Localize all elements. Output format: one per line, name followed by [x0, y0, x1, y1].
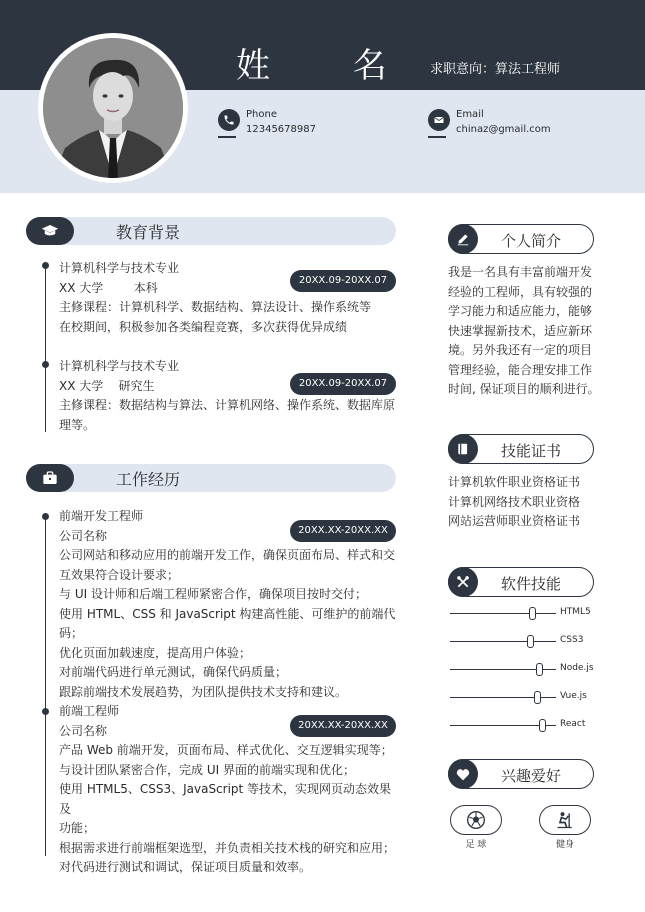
profile-header	[448, 224, 594, 254]
cert-line: 计算机网络技术职业资格	[448, 494, 581, 509]
profile-title: 个人简介	[501, 232, 562, 250]
phone-underline	[218, 136, 236, 138]
education-line: 主修课程：数据结构与算法、计算机网络、操作系统、数据库原	[59, 398, 396, 412]
skill-bar	[450, 719, 610, 733]
profile-text	[448, 263, 600, 400]
work-dot-1	[42, 513, 49, 520]
email-icon	[428, 109, 450, 131]
education-date-2: 20XX.09-20XX.07	[290, 373, 396, 395]
work-company: 公司名称	[59, 723, 108, 738]
work-position: 前端工程师	[59, 704, 120, 718]
work-line: 与 UI 设计师和后端工程师紧密合作，确保项目按时交付；	[59, 587, 367, 601]
skill-track	[450, 613, 556, 614]
work-timeline	[45, 513, 46, 856]
skill-label: HTML5	[560, 607, 591, 617]
work-date-1: 20XX.XX-20XX.XX	[290, 520, 396, 542]
education-date-1: 20XX.09-20XX.07	[290, 270, 396, 292]
work-line: 优化页面加载速度，提高用户体验；	[59, 645, 252, 660]
education-timeline	[45, 266, 46, 432]
work-company: 公司名称	[59, 528, 108, 543]
contact-email	[428, 108, 551, 138]
work-line: 使用 HTML、CSS 和 JavaScript 构建高性能、可维护的前端代码；	[59, 606, 396, 640]
candidate-name: 姓 名	[236, 46, 423, 86]
skill-knob	[539, 719, 546, 732]
hobby-fitness	[539, 805, 591, 850]
education-major: 计算机科学与技术专业	[59, 359, 180, 373]
job-intent: 求职意向：算法工程师	[430, 62, 561, 77]
avatar	[38, 33, 188, 183]
phone-value: 12345678987	[246, 124, 316, 135]
work-title: 工作经历	[116, 470, 181, 489]
briefcase-icon	[26, 464, 74, 492]
work-line: 使用 HTML5、CSS3、JavaScript 等技术，实现网页动态效果及	[59, 782, 392, 816]
email-underline	[428, 136, 446, 138]
work-line: 与设计团队紧密合作，完成 UI 界面的前端实现和优化；	[59, 762, 355, 777]
work-date-2: 20XX.XX-20XX.XX	[290, 715, 396, 737]
phone-label: Phone	[246, 109, 277, 120]
profile-line: 快速掌握新技术，适应新环	[448, 323, 593, 338]
education-dot-2	[42, 361, 49, 368]
profile-line: 学习能力和适应能力，能够	[448, 304, 593, 318]
skill-knob	[536, 663, 543, 676]
cert-line: 计算机软件职业资格证书	[448, 475, 581, 489]
phone-icon	[218, 109, 240, 131]
education-line: 在校期间，积极参加各类编程竞赛，多次获得优异成绩	[59, 319, 348, 334]
tools-icon	[448, 567, 478, 597]
skill-bar	[450, 607, 610, 621]
education-title: 教育背景	[116, 223, 181, 242]
certs-text	[448, 473, 600, 532]
work-line: 互效果符合设计要求；	[59, 567, 180, 582]
profile-line: 我是一名具有丰富前端开发	[448, 265, 593, 279]
education-line: 主修课程：计算机科学、数据结构、算法设计、操作系统等	[59, 300, 372, 314]
profile-line: 境。另外我还有一定的项目	[448, 343, 593, 357]
hobby-soccer	[450, 805, 502, 850]
education-line: 理等。	[59, 417, 96, 432]
skill-knob	[529, 607, 536, 620]
work-header	[26, 464, 396, 492]
hobbies-header	[448, 759, 594, 789]
work-line: 对前端代码进行单元测试，确保代码质量；	[59, 665, 288, 679]
hobby-label: 足 球	[465, 840, 487, 850]
soccer-ball-icon	[450, 805, 502, 835]
skill-bar	[450, 691, 610, 705]
profile-line: 时间, 保证项目的顺利进行。	[448, 382, 600, 396]
skills-title: 软件技能	[501, 575, 562, 593]
skill-knob	[534, 691, 541, 704]
book-icon	[448, 434, 478, 464]
profile-line: 管理经验，能合理安排工作	[448, 362, 593, 377]
skill-track	[450, 641, 556, 642]
education-school: XX 大学 研究生	[59, 378, 155, 393]
skills-header	[448, 567, 594, 597]
skill-knob	[527, 635, 534, 648]
skill-label: React	[560, 719, 586, 729]
skill-label: Vue.js	[560, 691, 587, 701]
hobbies-title: 兴趣爱好	[501, 767, 562, 785]
work-position: 前端开发工程师	[59, 509, 144, 523]
cert-line: 网站运营师职业资格证书	[448, 514, 581, 528]
certs-title: 技能证书	[501, 442, 562, 460]
certs-header	[448, 434, 594, 464]
skill-label: Node.js	[560, 663, 594, 673]
contact-phone	[218, 108, 316, 138]
pencil-icon	[448, 224, 478, 254]
email-value: chinaz@gmail.com	[456, 124, 551, 135]
work-line: 根据需求进行前端框架选型，并负责相关技术栈的研究和应用；	[59, 840, 396, 855]
heart-icon	[448, 759, 478, 789]
profile-line: 经验的工程师，具有较强的	[448, 284, 593, 299]
education-header	[26, 217, 396, 245]
work-line: 功能；	[59, 821, 96, 835]
work-line: 公司网站和移动应用的前端开发工作，确保页面布局、样式和交	[59, 548, 396, 562]
skill-bar	[450, 635, 610, 649]
education-school: XX 大学 本科	[59, 280, 158, 295]
education-dot-1	[42, 262, 49, 269]
work-line: 对代码进行测试和调试，保证项目质量和效率。	[59, 860, 312, 874]
email-label: Email	[456, 109, 484, 120]
work-line: 产品 Web 前端开发，页面布局、样式优化、交互逻辑实现等；	[59, 743, 393, 757]
work-dot-2	[42, 708, 49, 715]
fitness-icon	[539, 805, 591, 835]
graduation-cap-icon	[26, 217, 74, 245]
work-line: 跟踪前端技术发展趋势，为团队提供技术支持和建议。	[59, 684, 348, 699]
portrait-illustration	[43, 38, 183, 178]
education-entry-2	[59, 357, 399, 435]
hobby-label: 健身	[555, 840, 574, 850]
skill-bar	[450, 663, 610, 677]
skill-label: CSS3	[560, 635, 584, 645]
education-major: 计算机科学与技术专业	[59, 261, 180, 275]
